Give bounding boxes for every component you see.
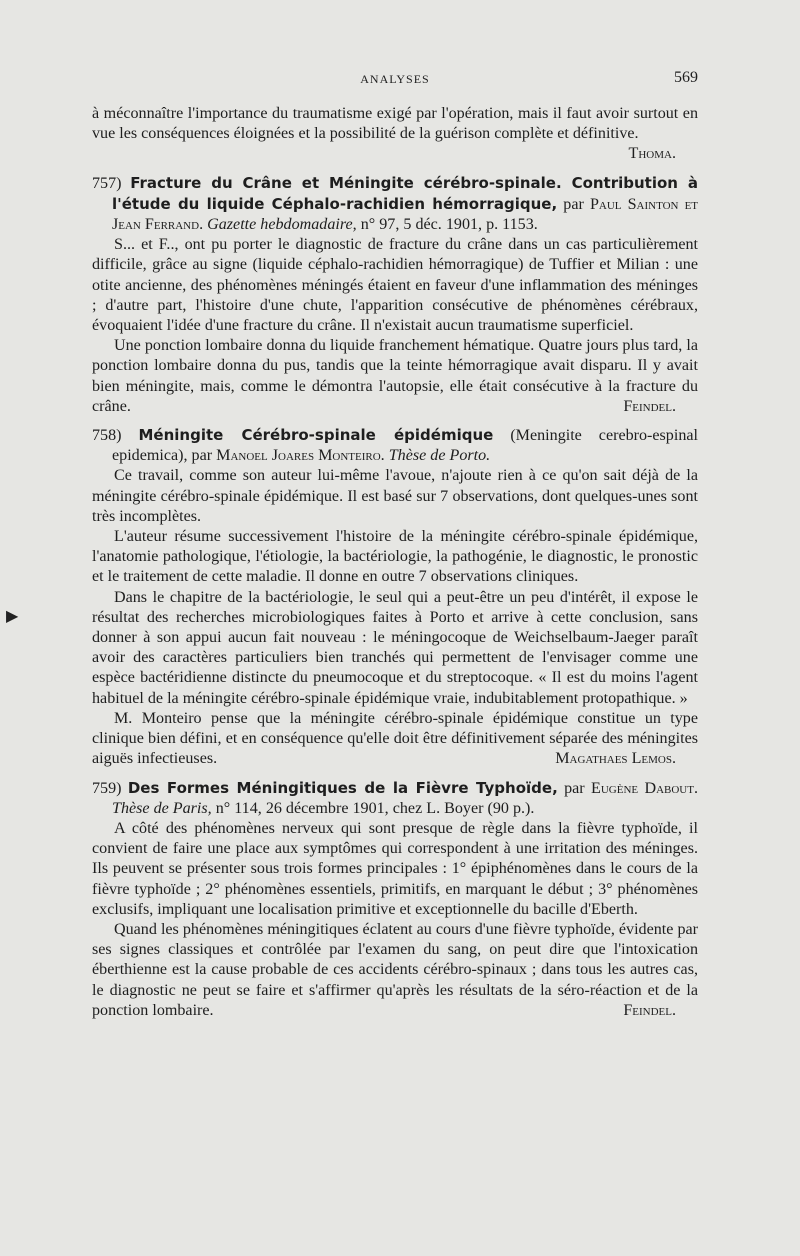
entry-signature: Magathaes Lemos. (555, 750, 676, 768)
entry-paragraph-last (92, 709, 698, 770)
running-title: ANALYSES (360, 72, 430, 86)
entry-source: Thèse de Porto. (388, 447, 491, 465)
page-number: 569 (674, 69, 698, 86)
entry-paragraph: S... et F.., ont pu porter le diagnostic de fracture du crâne dans un cas particulièrement difficile, grâce au signe (liquide céphalo-rachidien hémorragique) de Tuffier et Milian : une otite ancienne, des phénomènes méningés étaient en faveur d'une inflammation des méninges ; d'autre part, l'histoire d'une chute, l'apparition consécutive de phénomènes cérébraux, évoquaient l'idée d'une fracture du crâne. Il n'existait aucun traumatisme superficiel. (92, 236, 698, 335)
entry-paragraph: L'auteur résume successivement l'histoire de la méningite cérébro-spinale épidémique, l'anatomie pathologique, l'étiologie, la bactériologie, la pathogénie, le diagnostic, le pronostic et le traitement de cette maladie. Il donne en outre 7 observations cliniques. (92, 528, 698, 586)
entry-paragraph-text: Une ponction lombaire donna du liquide franchement hématique. Quatre jours plus tard, la ponction lombaire donna du pus, tandis que la teinte hémorragique avait disparu. Il y avait bien méningite, mais, comme le démontra l'autopsie, elle était consécutive à la fracture du crâne. (92, 337, 698, 415)
entry-signature: Feindel. (623, 397, 676, 415)
entry-by: par (564, 779, 585, 797)
entry-heading (92, 425, 698, 466)
entry-758 (92, 425, 698, 769)
entry-757 (92, 173, 698, 417)
entry-paragraph: Dans le chapitre de la bactériologie, le seul qui a peut-être un peu d'intérêt, il expose le résultat des recherches microbiologiques faites à Porto et arrive à cette conclusion, sans donner à son appui aucun fait nouveau : le méningocoque de Weichselbaum-Jaeger paraît avoir des caractères particuliers bien tranchés qui permettent de l'envisager comme une espèce bactéridienne distincte du pneumocoque et du streptocoque. « Il est du moins l'agent habituel de la méningite cérébro-spinale épidémique vraie, indubitablement protopathique. » (92, 588, 698, 707)
entry-title: Des Formes Méningitiques de la Fièvre Typhoïde, (127, 778, 558, 797)
entry-title: Méningite Cérébro-spinale épidémique (138, 426, 494, 445)
intro-signature: Thoma. (628, 145, 676, 163)
entry-source: Gazette hebdomadaire, (207, 216, 357, 234)
entry-paragraph-last (92, 336, 698, 417)
entry-paragraph-text: M. Monteiro pense que la méningite cérébro-spinale épidémique constitue un type clinique bien défini, et en conséquence qu'elle doit être définitivement séparée des méningites aiguës infectieuses. (92, 709, 698, 768)
entry-authors: Manoel Joares Monteiro. (216, 447, 385, 465)
entry-heading (92, 778, 698, 819)
intro-text: à méconnaître l'importance du traumatisme exigé par l'opération, mais il faut avoir surtout en vue les conséquences éloignées et la possibilité de la guérison complète et définitive. (92, 105, 698, 143)
entry-paragraph-last (92, 920, 698, 1021)
entry-authors: Eugène Dabout. (591, 779, 698, 797)
entry-paragraph: Ce travail, comme son auteur lui-même l'avoue, n'ajoute rien à ce qu'on sait déjà de la méningite cérébro-spinale épidémique. Il est basé sur 7 observations, dont quelques-unes sont très incomplètes. (92, 467, 698, 525)
entry-source: Thèse de Paris, (112, 799, 212, 817)
margin-arrow-icon: ▶ (6, 606, 19, 625)
entry-reference: n° 97, 5 déc. 1901, p. 1153. (360, 216, 538, 234)
entry-by: par (563, 195, 584, 213)
entry-heading (92, 173, 698, 236)
entry-number: 759) (92, 779, 122, 797)
entry-number: 758) (92, 427, 122, 445)
entry-paragraph-text: Quand les phénomènes méningitiques éclatent au cours d'une fièvre typhoïde, évidente par ses signes classiques et contrôlée par l'examen du sang, on peut dire que l'intoxication éberthienne est la cause probable de ces accidents cérébro-spinaux ; dans tous les autres cas, le diagnostic ne peut se faire et s'affirmer qu'après les résultats de la séro-réaction et de la ponction lombaire. (92, 920, 698, 1019)
intro-paragraph (92, 104, 698, 163)
entry-by: par (191, 447, 213, 465)
entry-subtitle: (Meningite cerebro-espinal epidemica), (112, 427, 698, 465)
entry-paragraph: A côté des phénomènes nerveux qui sont presque de règle dans la fièvre typhoïde, il convient de faire une place aux symptômes qui correspondent à une irritation des méninges. Ils peuvent se présenter sous trois formes principales : 1° épiphénomènes dans le cours de la fièvre typhoïde ; 2° phénomènes essentiels, primitifs, en marquant le début ; 3° phénomènes exclusifs, impliquant une localisation primitive et exceptionnelle du bacille d'Eberth. (92, 819, 698, 918)
entry-signature: Feindel. (623, 1001, 676, 1019)
entry-759 (92, 778, 698, 1021)
page-header (92, 69, 698, 96)
entry-title: Fracture du Crâne et Méningite cérébro-spinale. Contribution à l'étude du liquide Céphalo-rachidien hémorragique, (112, 173, 698, 213)
page-body (92, 104, 698, 1021)
entry-reference: n° 114, 26 décembre 1901, chez L. Boyer (90 p.). (215, 799, 535, 817)
entry-number: 757) (92, 174, 122, 192)
entry-authors: Paul Sainton et Jean Ferrand. (112, 195, 699, 234)
